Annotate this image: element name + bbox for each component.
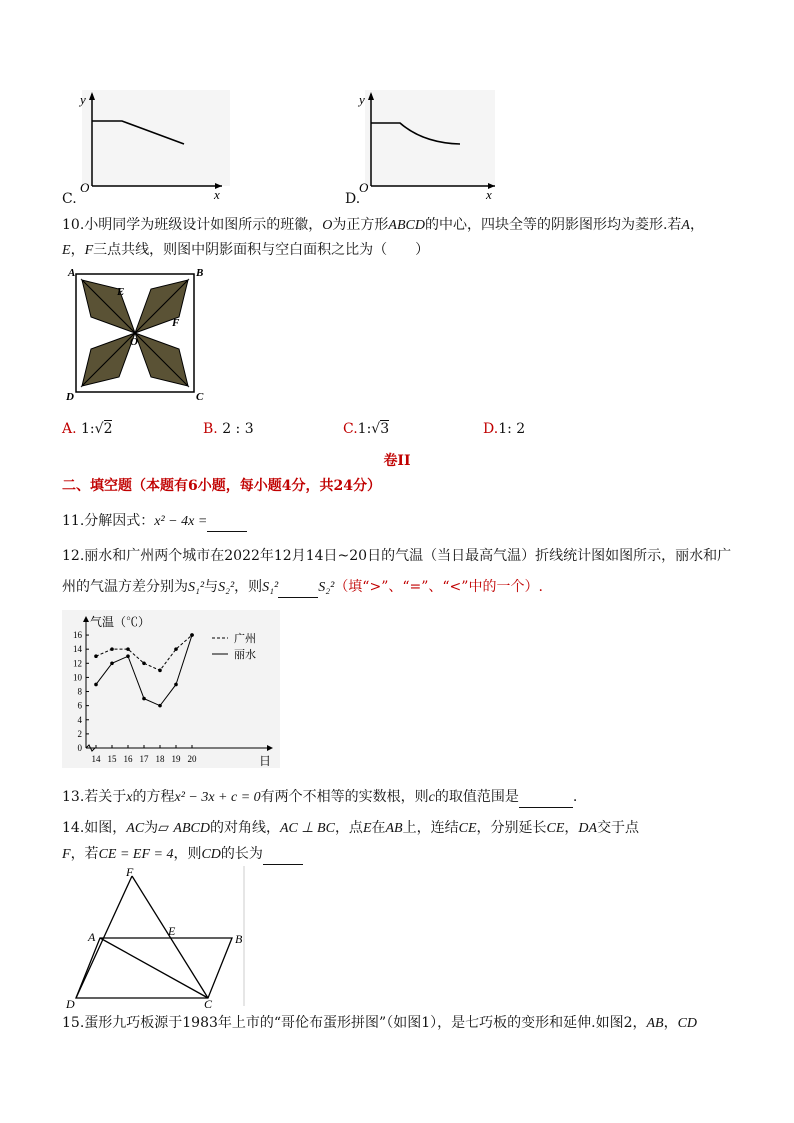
q14-line2: F，若CE = EF = 4，则CD的长为 [62,844,303,865]
x-tick-label: 18 [155,754,165,764]
y-tick-label: 4 [77,714,82,725]
q14-line1: 14.如图，AC为▱ ABCD的对角线，AC ⊥ BC，点E在AB上，连结CE，分别延长CE，DA交于点 [62,820,640,836]
badge-svg [62,266,212,404]
x-tick-label: 19 [171,754,181,764]
q14-blank[interactable] [263,864,303,865]
graph-d-origin: O [359,180,369,195]
series-point-1 [94,683,98,687]
y-tick-label: 2 [77,728,82,739]
series-point-0 [158,669,162,673]
x-tick-label: 16 [123,754,133,764]
q11-blank[interactable] [207,531,247,532]
legend-label-0: 广州 [234,633,256,645]
q14-figure [62,866,252,1010]
chart-xlabel: 日 [259,754,272,768]
series-point-1 [158,704,162,708]
x-tick-label: 20 [187,754,197,764]
y-tick-label: 8 [77,686,82,697]
x-tick-label: 17 [139,754,149,764]
graph-d-svg [345,88,515,200]
q12-line1: 12.丽水和广州两个城市在2022年12月14日~20日的气温（当日最高气温）折线统计图如图所示，丽水和广 [62,548,732,564]
graph-d-ylabel: y [359,92,365,107]
option-c-label: C. [62,191,77,207]
y-tick-label: 0 [77,743,82,753]
series-point-0 [142,661,146,665]
temperature-chart-svg [62,610,280,768]
x-tick-label: 15 [107,754,117,764]
legend-label-1: 丽水 [234,649,256,661]
q10-option-c[interactable]: C.1:√3 [343,421,390,437]
q13: 13.若关于x的方程x² − 3x + c = 0有两个不相等的实数根，则c的取值范围是 . [62,787,577,808]
fig10-label-c: C [196,391,204,403]
series-point-0 [110,647,114,651]
series-point-0 [174,647,178,651]
graph-c-xlabel: x [214,187,220,200]
option-c-graph [62,88,232,200]
q12-blank[interactable] [278,597,318,598]
series-point-1 [126,654,130,658]
series-point-1 [190,633,194,637]
q12-line2: 州的气温方差分别为S₁²与S₂²，则S₁² S₂²（填“>”、“=”、“<”中的一个）. [62,577,543,598]
fig10-label-e: E [117,286,125,298]
q11: 11.分解因式：x² − 4x = [62,511,247,532]
graph-d-xlabel: x [486,187,492,200]
q15: 15.蛋形九巧板源于1983年上市的“哥伦布蛋形拼图”（如图1），是七巧板的变形和延伸.如图2，AB，CD [62,1015,698,1031]
temperature-chart [62,610,280,768]
y-tick-label: 16 [73,630,82,641]
y-tick-label: 14 [73,644,82,655]
y-tick-label: 6 [77,700,82,711]
graph-c-ylabel: y [80,92,86,107]
fig10-label-b: B [196,267,204,279]
fig14-label-e: E [168,924,176,938]
q10-line2: E，F三点共线，则图中阴影面积与空白面积之比为（ ） [62,242,430,258]
fig14-label-f: F [126,866,134,879]
q13-blank[interactable] [519,807,573,808]
q10-option-a[interactable]: A. 1:√2 [62,421,113,437]
series-point-0 [126,647,130,651]
chart-title: 气温（℃） [90,615,151,629]
series-point-1 [110,661,114,665]
fig10-label-o: O [130,336,138,348]
fig10-label-f: F [172,317,180,329]
graph-c-svg [62,88,232,200]
fig14-label-d: D [66,997,75,1010]
option-d-label: D. [345,191,361,207]
y-tick-label: 10 [73,672,82,683]
diagonal-ac [100,938,208,998]
option-d-graph [345,88,515,200]
x-tick-label: 14 [91,754,101,764]
series-point-1 [174,683,178,687]
volume-heading: 卷II [383,453,411,469]
fig14-label-a: A [88,930,96,944]
series-point-1 [142,697,146,701]
graph-c-origin: O [80,180,90,195]
q10-option-b[interactable]: B. 2 : 3 [203,421,254,437]
segment-df [76,876,132,998]
section-heading: 二、填空题（本题有6小题，每小题4分，共24分） [62,478,381,494]
q10-line1: 10.小明同学为班级设计如图所示的班徽，O为正方形ABCD的中心，四块全等的阴影图形均为菱形.若A， [62,217,704,233]
y-tick-label: 12 [73,658,82,669]
q10-figure [62,266,212,404]
fig10-label-a: A [68,267,76,279]
q10-option-d[interactable]: D.1: 2 [483,421,526,437]
fig14-label-c: C [204,997,213,1010]
fig14-label-b: B [235,932,243,946]
fig10-label-d: D [66,391,74,403]
series-point-0 [94,654,98,658]
parallelogram-svg [62,866,252,1010]
